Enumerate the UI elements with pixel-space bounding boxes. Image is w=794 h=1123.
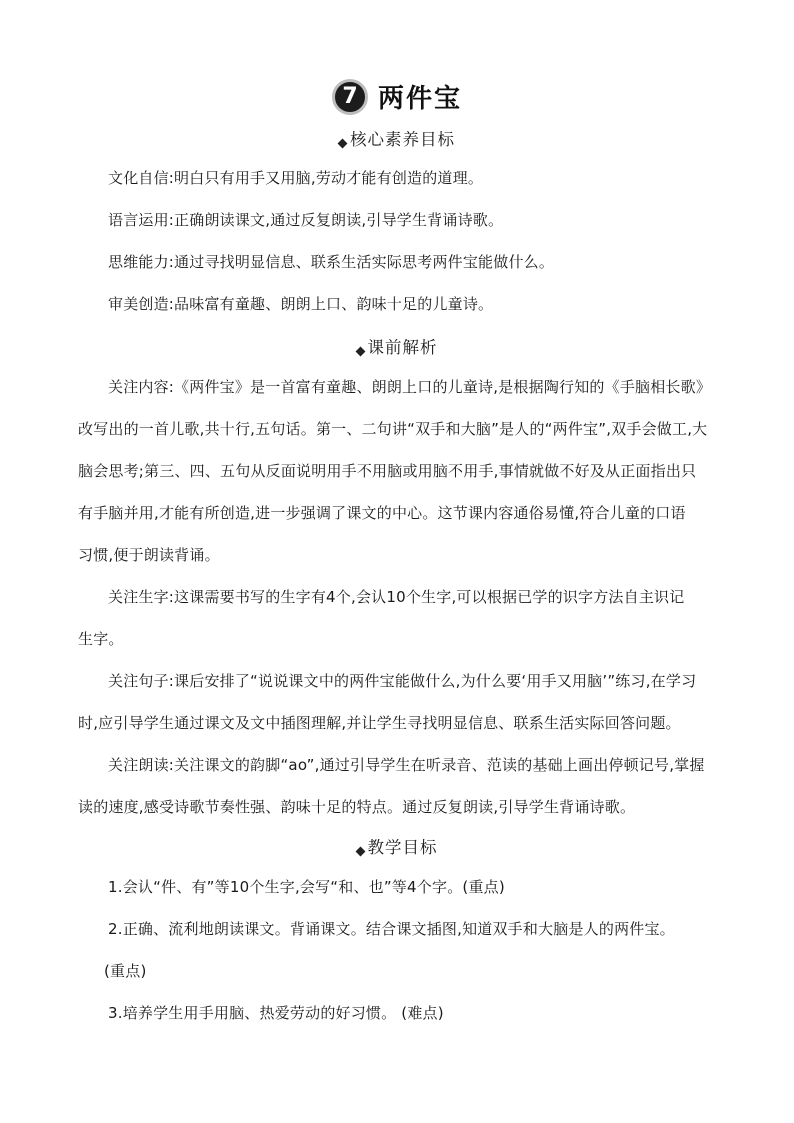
goals-heading-text: 核心素养目标 bbox=[350, 130, 455, 149]
lesson-title: 两件宝 bbox=[377, 84, 462, 114]
analysis-line: 改写出的一首儿歌,共十行,五句话。第一、二句讲“双手和大脑”是人的“两件宝”,双手会做工,大 bbox=[78, 420, 708, 438]
lesson-number-badge: 7 bbox=[332, 79, 368, 115]
analysis-heading bbox=[0, 334, 794, 358]
goal-thinking: 思维能力:通过寻找明显信息、联系生活实际思考两件宝能做什么。 bbox=[108, 253, 555, 271]
diamond-bullet-icon bbox=[355, 847, 365, 857]
teaching-heading bbox=[0, 834, 794, 858]
teaching-heading-text: 教学目标 bbox=[367, 838, 438, 857]
analysis-line: 习惯,便于朗读背诵。 bbox=[78, 546, 220, 564]
teaching-aim-3: 3.培养学生用手用脑、热爱劳动的好习惯。 (难点) bbox=[108, 1004, 444, 1022]
diamond-bullet-icon bbox=[338, 139, 348, 149]
analysis-line: 关注生字:这课需要书写的生字有4个,会认10个生字,可以根据已学的识字方法自主识记 bbox=[108, 588, 685, 606]
analysis-line: 生字。 bbox=[78, 630, 124, 648]
analysis-line: 关注朗读:关注课文的韵脚“ao”,通过引导学生在听录音、范读的基础上画出停顿记号,掌握 bbox=[108, 756, 705, 774]
analysis-line: 时,应引导学生通过课文及文中插图理解,并让学生寻找明显信息、联系生活实际回答问题。 bbox=[78, 714, 681, 732]
teaching-aim-2: 2.正确、流利地朗读课文。背诵课文。结合课文插图,知道双手和大脑是人的两件宝。 bbox=[108, 920, 675, 938]
lesson-title-row bbox=[0, 78, 794, 115]
diamond-bullet-icon bbox=[355, 347, 365, 357]
goals-heading bbox=[0, 126, 794, 150]
goal-cultural: 文化自信:明白只有用手又用脑,劳动才能有创造的道理。 bbox=[108, 169, 484, 187]
analysis-line: 关注内容:《两件宝》是一首富有童趣、朗朗上口的儿童诗,是根据陶行知的《手脑相长歌》 bbox=[108, 378, 712, 396]
analysis-line: 有手脑并用,才能有所创造,进一步强调了课文的中心。这节课内容通俗易懂,符合儿童的口语 bbox=[78, 504, 686, 522]
analysis-line: 读的速度,感受诗歌节奏性强、韵味十足的特点。通过反复朗读,引导学生背诵诗歌。 bbox=[78, 798, 636, 816]
teaching-aim-1: 1.会认“件、有”等10个生字,会写“和、也”等4个字。(重点) bbox=[108, 878, 505, 896]
teaching-aim-2-cont: (重点) bbox=[104, 962, 147, 980]
analysis-line: 脑会思考;第三、四、五句从反面说明用手不用脑或用脑不用手,事情就做不好及从正面指出只 bbox=[78, 462, 697, 480]
goal-language: 语言运用:正确朗读课文,通过反复朗读,引导学生背诵诗歌。 bbox=[108, 211, 504, 229]
analysis-line: 关注句子:课后安排了“说说课文中的两件宝能做什么,为什么要‘用手又用脑’”练习,在学习 bbox=[108, 672, 697, 690]
goal-aesthetic: 审美创造:品味富有童趣、朗朗上口、韵味十足的儿童诗。 bbox=[108, 295, 494, 313]
analysis-heading-text: 课前解析 bbox=[367, 338, 438, 357]
